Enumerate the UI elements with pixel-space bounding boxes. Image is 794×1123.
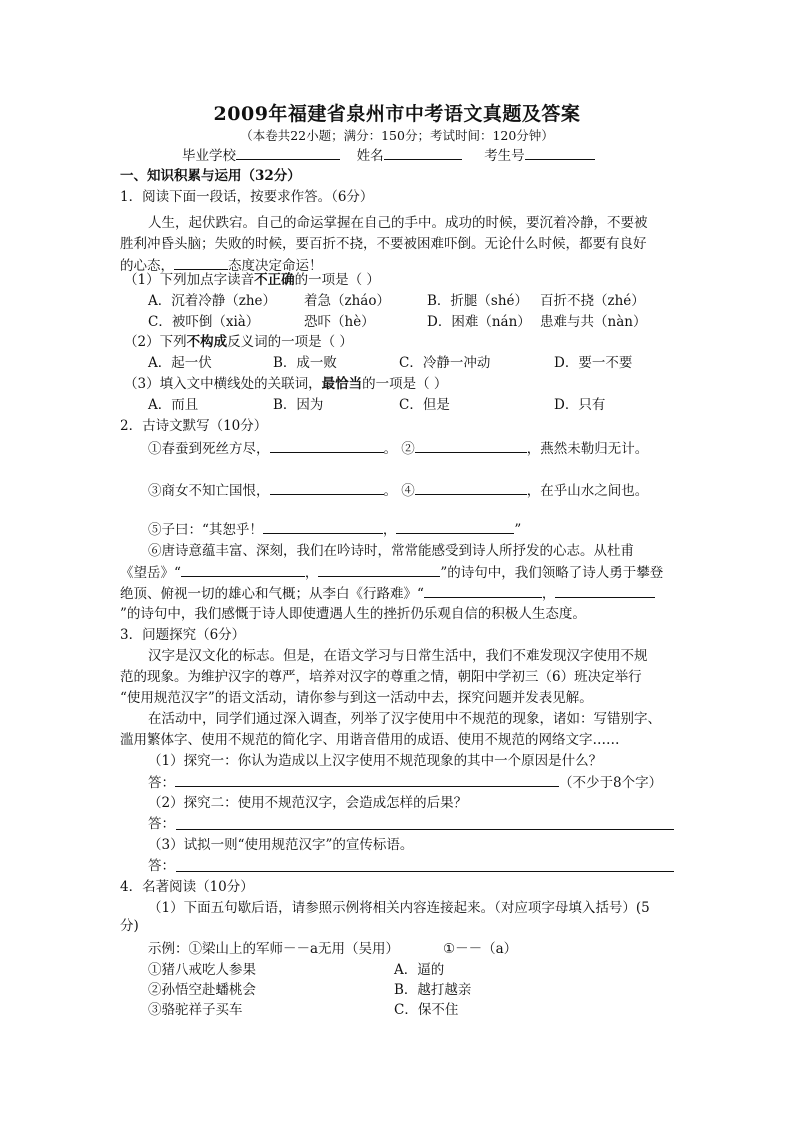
q3-paragraph-line: 汉字是汉文化的标志。但是，在语文学习与日常生活中，我们不难发现汉字使用不规 [148, 648, 648, 664]
q1-sub3: （3）填入文中横线处的关联词，最恰当的一项是（ ） [124, 376, 448, 392]
exam-subtitle: （本卷共22小题；满分：150分；考试时间：120分钟） [240, 128, 554, 143]
name-label: 姓名 [356, 148, 384, 164]
q3-answer-2: 答： [148, 816, 175, 832]
q3-inquiry-2: （2）探究二：使用不规范汉字，会造成怎样的后果？ [148, 795, 468, 811]
question-4-heading: 4．名著阅读（10分） [120, 879, 254, 895]
option-b-pair: 百折不挠（zhé） [540, 293, 645, 309]
exam-no-label: 考生号 [484, 148, 525, 164]
q3-paragraph-line: 在活动中，同学们通过深入调查，列举了汉字使用中不规范的现象，诸如：写错别字、 [148, 711, 661, 727]
q4-item: ③骆驼祥子买车 [148, 1002, 243, 1018]
q4-instruction: （1）下面五句歇后语，请参照示例将相关内容连接起来。（对应项字母填入括号）(5 [148, 900, 650, 916]
q2-line: ⑤子曰：“其恕乎！ ， ” [148, 522, 522, 538]
answer-blank[interactable] [176, 829, 674, 830]
q4-example-answer: ①－－（a） [443, 941, 518, 957]
q4-item: ②孙悟空赴蟠桃会 [148, 982, 256, 998]
option-a[interactable]: A．而且 [148, 397, 199, 413]
q4-item: ①猪八戒吃人参果 [148, 962, 256, 978]
q4-choice[interactable]: C．保不住 [394, 1002, 459, 1018]
poem-blank[interactable] [270, 439, 384, 453]
q3-answer-1: 答： （不少于8个字） [148, 775, 663, 791]
section-heading: 一、知识积累与运用（32分） [120, 168, 301, 184]
option-b[interactable]: B．成一败 [273, 355, 337, 371]
q1-connective-blank[interactable] [174, 256, 228, 270]
q4-example: 示例：①梁山上的军师－－a无用（吴用） [148, 941, 400, 957]
question-1-heading: 1．阅读下面一段话，按要求作答。（6分） [120, 189, 374, 205]
q3-answer-3: 答： [148, 858, 175, 874]
poem-blank[interactable] [263, 520, 383, 534]
info-line [182, 146, 595, 165]
q3-paragraph-line: 范的现象。为维护汉字的尊严，培养对汉字的尊重之情，朝阳中学初三（6）班决定举行 [120, 669, 642, 685]
school-label: 毕业学校 [182, 148, 236, 164]
q2-line: 绝顶、俯视一切的雄心和气概；从李白《行路难》“ ， [120, 584, 655, 603]
q2-line: 《望岳》“ ， ”的诗句中，我们领略了诗人勇于攀登 [120, 565, 664, 581]
answer-blank[interactable] [176, 871, 674, 872]
poem-blank[interactable] [270, 481, 384, 495]
q4-instruction: 分) [120, 918, 139, 934]
page-title: 2009年福建省泉州市中考语文真题及答案 [213, 103, 581, 125]
option-d[interactable]: D．要一不要 [554, 355, 633, 371]
option-a-pair: 着急（zháo） [304, 293, 390, 309]
option-c[interactable]: C．被吓倒（xià） [148, 314, 260, 330]
option-c-pair: 恐吓（hè） [304, 314, 375, 330]
poem-blank[interactable] [396, 520, 514, 534]
q2-line: ①春蚕到死丝方尽， 。 ② ，燕然未勒归无计。 [148, 441, 649, 457]
school-blank[interactable] [236, 146, 340, 160]
poem-blank[interactable] [555, 584, 655, 598]
poem-blank[interactable] [415, 439, 527, 453]
question-3-heading: 3．问题探究（6分） [120, 627, 246, 643]
option-d[interactable]: D．困难（nán） [427, 314, 531, 330]
q2-line: ③商女不知亡国恨， 。 ④ ，在乎山水之间也。 [148, 483, 649, 499]
q1-paragraph-line: 的心态， 态度决定命运！ [120, 258, 323, 274]
option-a[interactable]: A．起一伏 [148, 355, 212, 371]
option-c[interactable]: C．但是 [399, 397, 450, 413]
option-b[interactable]: B．因为 [273, 397, 324, 413]
answer-blank[interactable] [175, 773, 559, 787]
poem-blank[interactable] [181, 563, 305, 577]
q4-choice[interactable]: A．逼的 [394, 962, 445, 978]
q2-line: ”的诗句中，我们感慨于诗人即使遭遇人生的挫折仍乐观自信的积极人生态度。 [120, 606, 586, 622]
q3-paragraph-line: “使用规范汉字”的语文活动，请你参与到这一活动中去，探究问题并发表见解。 [120, 690, 593, 706]
q3-inquiry-3: （3）试拟一则“使用规范汉字”的宣传标语。 [148, 837, 414, 853]
option-a[interactable]: A．沉着冷静（zhe） [148, 293, 277, 309]
q4-choice[interactable]: B．越打越亲 [394, 982, 472, 998]
poem-blank[interactable] [424, 584, 542, 598]
q1-sub1: （1）下列加点字读音不正确的一项是（ ） [124, 272, 380, 288]
q1-sub2: （2）下列不构成反义词的一项是（ ） [124, 334, 353, 350]
exam-no-blank[interactable] [525, 146, 595, 160]
option-b[interactable]: B．折腿（shé） [427, 293, 529, 309]
option-d[interactable]: D．只有 [554, 397, 606, 413]
option-d-pair: 患难与共（nàn） [540, 314, 647, 330]
poem-blank[interactable] [415, 481, 527, 495]
name-blank[interactable] [384, 146, 462, 160]
option-c[interactable]: C．冷静一冲动 [399, 355, 491, 371]
question-2-heading: 2．古诗文默写（10分） [120, 418, 268, 434]
poem-blank[interactable] [318, 563, 440, 577]
q2-line: ⑥唐诗意蕴丰富、深刻，我们在吟诗时，常常能感受到诗人所抒发的心志。从杜甫 [148, 543, 634, 559]
q1-paragraph-line: 人生，起伏跌宕。自己的命运掌握在自己的手中。成功的时候，要沉着冷静，不要被 [148, 215, 648, 231]
q3-inquiry-1: （1）探究一：你认为造成以上汉字使用不规范现象的其中一个原因是什么？ [148, 753, 603, 769]
q1-paragraph-line: 胜利冲昏头脑；失败的时候，要百折不挠，不要被困难吓倒。无论什么时候，都要有良好 [120, 236, 647, 252]
q3-paragraph-line: 滥用繁体字、使用不规范的简化字、用谐音借用的成语、使用不规范的网络文字…… [120, 732, 620, 748]
